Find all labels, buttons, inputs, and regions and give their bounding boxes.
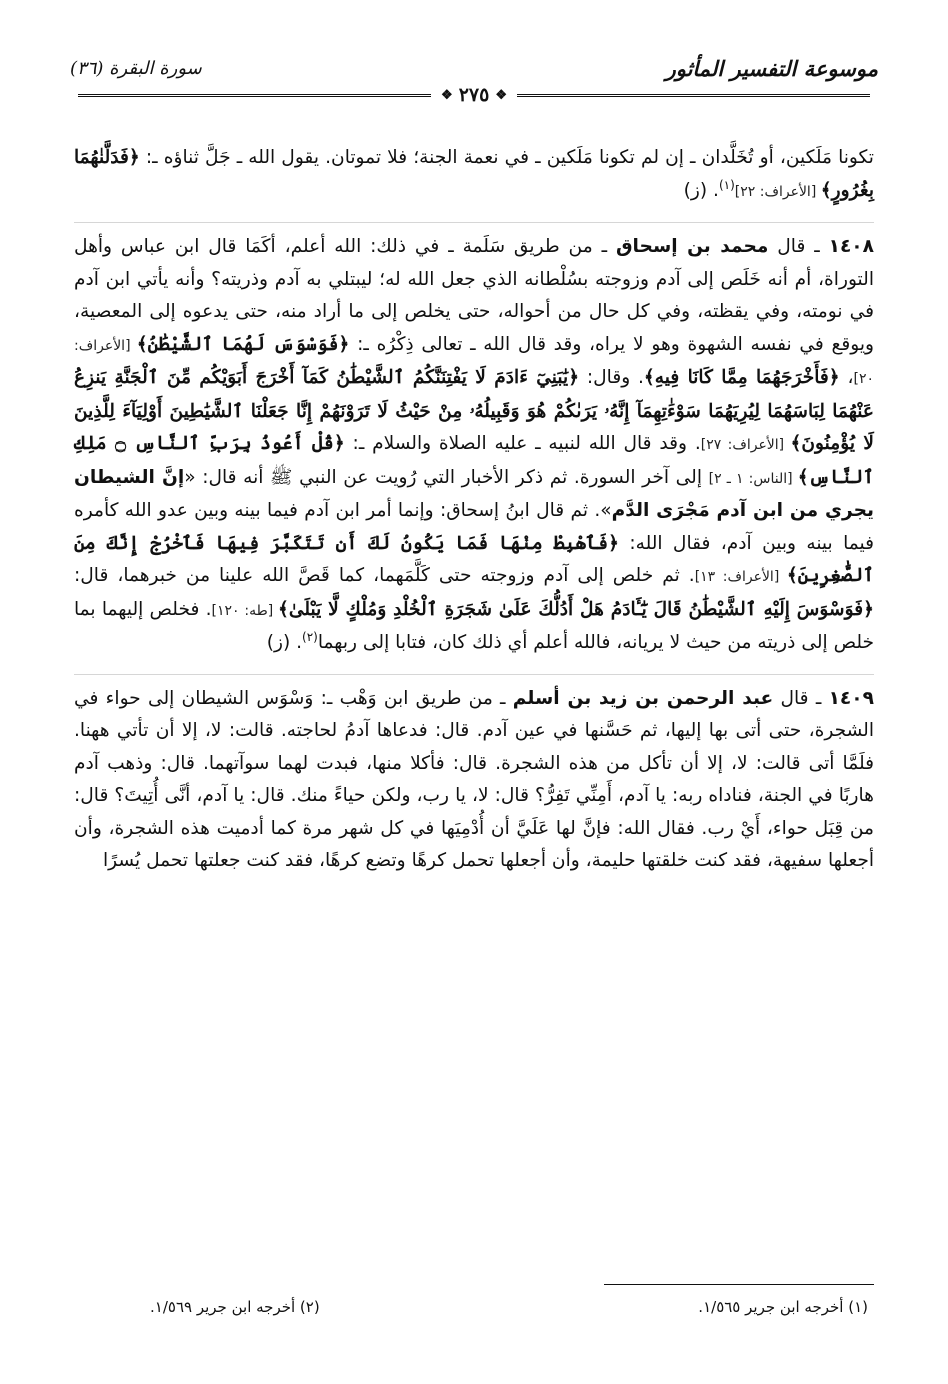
narrator-name: محمد بن إسحاق (615, 236, 769, 257)
text-segment: ، (839, 367, 854, 388)
verse-reference: [الأعراف: ٢٧] (700, 437, 791, 453)
text-segment: . فخلص إليهما بما خلص إلى ذريته من حيث لا يريانه، فالله أعلم أي ذلك كان، فتابا إلى ربهما (74, 598, 874, 653)
running-header (70, 48, 878, 88)
verse-reference: [الناس: ١ ـ ٢] (708, 470, 798, 487)
text-segment: . ثم خلص إلى آدم وزوجته حتى كَلَّمَهما، كما قَصَّ الله علينا من خبرهما، قال: (74, 565, 695, 586)
text-segment: . وقال: (579, 367, 644, 388)
footnotes (150, 1298, 868, 1316)
page-number: ٢٧٥ (458, 84, 490, 106)
narration-number: ١٤٠٨ (828, 236, 874, 257)
header-rule (78, 84, 870, 106)
quran-verse: ﴿قُلْ أَعُوذُ بِرَبِّ ٱلنَّاسِ ۝ مَلِكِ ٱلنَّاسِ﴾ (74, 433, 874, 488)
narrator-name: عبد الرحمن بن زيد بن أسلم (512, 687, 774, 709)
text-segment: . (ز) (683, 179, 719, 201)
footnote-marker: (١) (718, 177, 735, 192)
footnote-marker: (٢) (302, 629, 318, 644)
text-segment: إلى آخر السورة. ثم ذكر الأخبار التي رُويت عن النبي ﷺ أنه قال: « (184, 466, 709, 488)
verse-reference: [الأعراف: ١٣] (694, 569, 787, 585)
text-segment: . وقد قال الله لنبيه ـ عليه الصلاة والسلام ـ: (344, 433, 701, 454)
surah-title: سورة البقرة (٣٦) (70, 57, 202, 79)
text-segment: ـ قال (768, 236, 829, 257)
intro-line-1: تكونا مَلَكين، أو تُخَلَّدان ـ إن لم تكونا مَلَكين ـ في نعمة الجنة؛ فلا تموتان. (325, 147, 874, 168)
quran-verse: ﴿فَوَسْوَسَ لَهُمَا ٱلشَّيْطَٰنُ﴾ (136, 333, 350, 355)
book-title: موسوعة التفسير المأثور (665, 55, 878, 81)
verse-reference: [الأعراف: ٢٢] (734, 183, 821, 200)
text-segment: . (ز) (266, 632, 303, 653)
narration-number: ١٤٠٩ (828, 687, 874, 709)
verse-reference: [طه: ١٢٠] (211, 602, 278, 619)
verse-reference: [الأعراف: ٢٠] (74, 337, 874, 387)
footnote-2: (٢) أخرجه ابن جرير ١/٥٦٩. (150, 1298, 320, 1316)
footnote-separator (604, 1284, 874, 1285)
main-text (74, 120, 874, 1270)
quran-verse: ﴿فَوَسْوَسَ إِلَيْهِ ٱلشَّيْطَٰنُ قَالَ يَٰٓـَٔادَمُ هَلْ أَدُلُّكَ عَلَىٰ شَجَرَةِ ٱلْخُلْدِ وَمُلْكٍ لَّا يَبْلَىٰ﴾ (277, 598, 874, 620)
ornament-icon: ❖ (441, 87, 453, 103)
intro-paragraph (74, 134, 874, 208)
quran-verse: ﴿فَأَخْرَجَهُمَا مِمَّا كَانَا فِيهِ﴾ (643, 367, 840, 388)
quran-verse: ﴿يَٰبَنِيٓ ءَادَمَ لَا يَفْتِنَنَّكُمُ ٱلشَّيْطَٰنُ كَمَآ أَخْرَجَ أَبَوَيْكُم مِّنَ ٱلْجَنَّةِ يَنزِعُ عَنْهُمَا لِبَاسَهُمَا لِيُرِيَهُمَا سَوْءَٰتِهِمَآ إِنَّهُۥ يَرَىٰكُمْ هُوَ وَقَبِيلُهُۥ مِنْ حَيْثُ لَا تَرَوْنَهُمْ إِنَّا جَعَلْنَا ٱلشَّيَٰطِينَ أَوْلِيَآءَ لِلَّذِينَ لَا يُؤْمِنُونَ﴾ (74, 367, 874, 454)
hadith-text: إنَّ الشيطان يجري من ابن آدم مَجْرَى الدَّم (74, 466, 874, 521)
footnote-1: (١) أخرجه ابن جرير ١/٥٦٥. (698, 1298, 868, 1316)
rule-right (517, 94, 870, 97)
quran-verse: ﴿فَٱهْبِطْ مِنْهَا فَمَا يَكُونُ لَكَ أَن تَتَكَبَّرَ فِيهَا فَٱخْرُجْ إِنَّكَ مِنَ ٱلصَّٰغِرِينَ﴾ (74, 532, 874, 586)
text-segment: ـ من طريق سَلَمة ـ في ذلك: الله أعلم، أكَمَا قال ابن عباس وأهل التوراة، أم أنه خَلَص إلى آدم وزوجته بسُلْطانه الذي جعل الله له؛ ليبتلي به آدم وذريته؟ وأنه يأتي ابن آدم في نومته، وفي يقظته، وفي كل حال من أحواله، حتى يخلص إلى ما أراد منه، حتى يدعوه إلى المعصية، ويوقع في نفسه الشهوة وهو لا يراه، وقد قال الله ـ تعالى ذِكْرُه ـ: (74, 236, 874, 355)
narration-1408 (74, 222, 874, 660)
narration-1409 (74, 674, 874, 878)
page-number-block (431, 84, 517, 106)
text-segment: ». ثم قال ابنُ إسحاق: وإنما أمر ابن آدم فيما بينه وبين عدو الله كأمره فيما بينه وبين آدم، فقال الله: (74, 500, 874, 554)
text-segment: ـ قال (773, 687, 829, 709)
ornament-icon: ❖ (495, 87, 507, 103)
intro-line-2: يقول الله ـ جَلَّ ثناؤه ـ: (139, 147, 320, 168)
rule-left (78, 94, 431, 97)
text-segment: ـ من طريق ابن وَهْب ـ: وَسْوَس الشيطان إلى حواء في الشجرة، حتى أتى بها إليها، ثم حَسَّنها في عين آدم. قال: فدعاها آدمُ لحاجته. قالت: لا، إلا أن تأتي ههنا. فلَمَّا أتى قالت: لا، إلا أن تأكل من هذه الشجرة. قال: فأكلا منها، فبدت لهما سوآتهما. قال: وذهب آدم هاربًا في الجنة، فناداه ربه: يا آدم، أَمِنِّي تَفِرُّ؟ قال: لا، يا رب، ولكن حياءً منك. قال: يا آدم، أنَّى أُتِيتَ؟ قال: من قِبَل حواء، أَيْ رب. فقال الله: فإنَّ لها عَلَيَّ أن أُدْمِيَها في كل شهر مرة كما أدميت هذه الشجرة، وأن أجعلها سفيهة، فقد كنت خلقتها حليمة، وأن أجعلها تحمل كرهًا وتضع كرهًا، فقد كنت جعلتها تحمل يُسرًا (74, 687, 874, 871)
quran-verse: ﴿فَدَلَّنٰهُمَا بِغُرُورٍ﴾ (74, 147, 874, 201)
